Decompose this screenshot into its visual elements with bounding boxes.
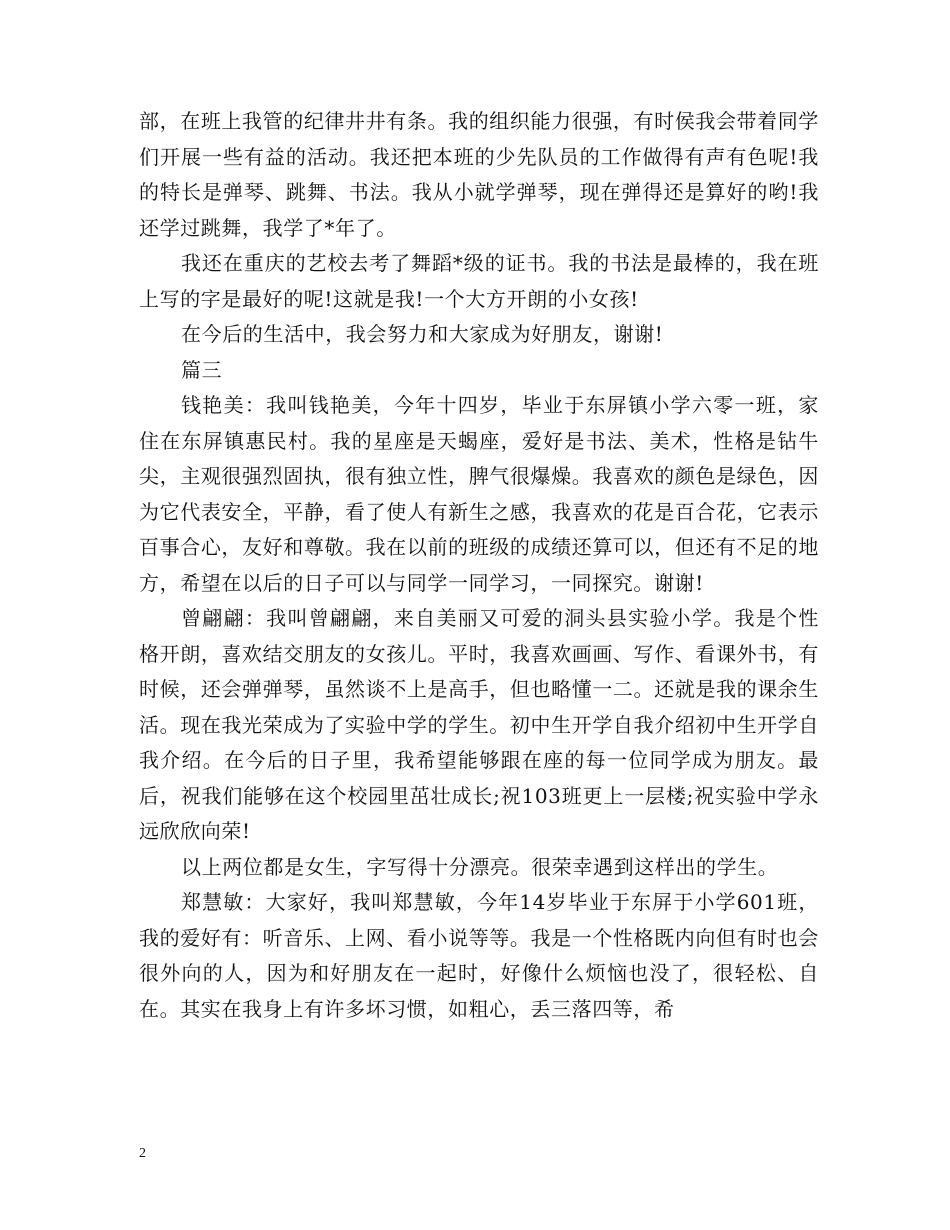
paragraph-7: 以上两位都是女生，字写得十分漂亮。很荣幸遇到这样出的学生。: [181, 854, 779, 879]
page-number: 2: [139, 1146, 146, 1161]
section-heading: 篇三: [181, 357, 223, 382]
paragraph-5: 钱艳美：我叫钱艳美，今年十四岁，毕业于东屏镇小学六零一班，家住在东屏镇惠民村。我的星座是天蝎座，爱好是书法、美术，性格是钻牛尖，主观很强烈固执，很有独立性，脾气很爆燥。我喜欢的颜色是绿色，因为它代表安全，平静，看了使人有新生之感，我喜欢的花是百合花，它表示百事合心，友好和尊敬。我在以前的班级的成绩还算可以，但还有不足的地方，希望在以后的日子可以与同学一同学习，一同探究。谢谢!: [139, 393, 819, 595]
document-body: [139, 104, 819, 1027]
paragraph-1: 部，在班上我管的纪律井井有条。我的组织能力很强，有时侯我会带着同学们开展一些有益的活动。我还把本班的少先队员的工作做得有声有色呢!我的特长是弹琴、跳舞、书法。我从小就学弹琴，现在弹得还是算好的哟!我还学过跳舞，我学了*年了。: [139, 109, 819, 240]
paragraph-3: 在今后的生活中，我会努力和大家成为好朋友，谢谢!: [181, 322, 664, 346]
paragraph-2: 我还在重庆的艺校去考了舞蹈*级的证书。我的书法是最棒的，我在班上写的字是最好的呢!这就是我!一个大方开朗的小女孩!: [139, 251, 819, 311]
paragraph-6: 曾翩翩：我叫曾翩翩，来自美丽又可爱的洞头县实验小学。我是个性格开朗，喜欢结交朋友的女孩儿。平时，我喜欢画画、写作、看课外书，有时候，还会弹弹琴，虽然谈不上是高手，但也略懂一二。还就是我的课余生活。现在我光荣成为了实验中学的学生。初中生开学自我介绍初中生开学自我介绍。在今后的日子里，我希望能够跟在座的每一位同学成为朋友。最后，祝我们能够在这个校园里茁壮成长;祝103班更上一层楼;祝实验中学永远欣欣向荣!: [139, 606, 819, 843]
paragraph-8: 郑慧敏：大家好，我叫郑慧敏，今年14岁毕业于东屏于小学601班，我的爱好有：听音乐、上网、看小说等等。我是一个性格既内向但有时也会很外向的人，因为和好朋友在一起时，好像什么烦恼也没了，很轻松、自在。其实在我身上有许多坏习惯，如粗心，丢三落四等，希: [139, 890, 819, 1021]
